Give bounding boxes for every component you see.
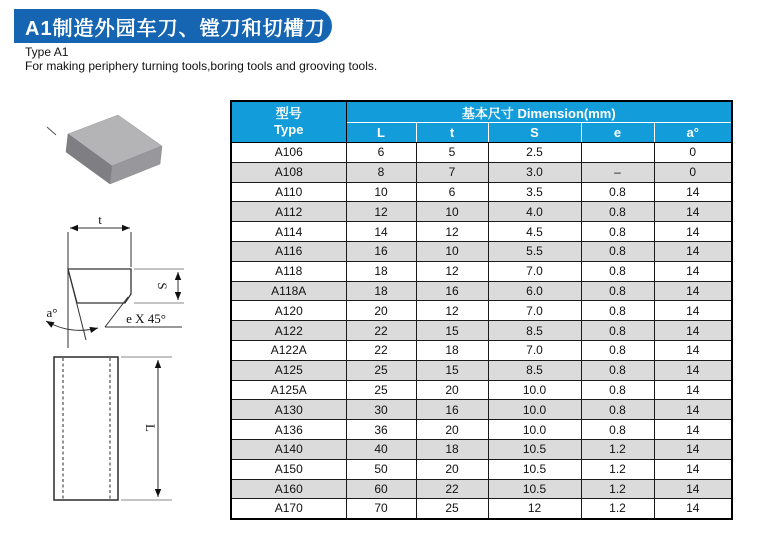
cell-L: 25 xyxy=(346,360,416,380)
cell-type: A112 xyxy=(231,202,346,222)
cell-L: 22 xyxy=(346,340,416,360)
dim-label-l: L xyxy=(143,424,158,432)
cell-type: A108 xyxy=(231,162,346,182)
cell-e: 0.8 xyxy=(581,222,654,242)
cell-L: 22 xyxy=(346,321,416,341)
cell-t: 12 xyxy=(416,261,488,281)
cell-e: 1.2 xyxy=(581,499,654,519)
table-row xyxy=(231,380,732,400)
cell-S: 7.0 xyxy=(488,301,581,321)
cell-type: A122 xyxy=(231,321,346,341)
cell-t: 12 xyxy=(416,301,488,321)
cell-a: 14 xyxy=(654,340,732,360)
table-row xyxy=(231,261,732,281)
cell-L: 18 xyxy=(346,261,416,281)
section-title-bar xyxy=(14,9,332,43)
cell-S: 10.5 xyxy=(488,479,581,499)
cell-type: A140 xyxy=(231,439,346,459)
cell-a: 14 xyxy=(654,301,732,321)
table-row xyxy=(231,499,732,519)
cell-type: A136 xyxy=(231,420,346,440)
cell-type: A170 xyxy=(231,499,346,519)
cell-a: 14 xyxy=(654,182,732,202)
cell-S: 10.5 xyxy=(488,459,581,479)
cell-e: 0.8 xyxy=(581,321,654,341)
cell-L: 36 xyxy=(346,420,416,440)
cell-S: 8.5 xyxy=(488,360,581,380)
cell-L: 18 xyxy=(346,281,416,301)
cell-type: A118A xyxy=(231,281,346,301)
cell-e: 0.8 xyxy=(581,380,654,400)
cell-a: 14 xyxy=(654,439,732,459)
cell-L: 6 xyxy=(346,143,416,163)
cell-t: 18 xyxy=(416,439,488,459)
cell-t: 20 xyxy=(416,420,488,440)
cell-e: 0.8 xyxy=(581,400,654,420)
cell-S: 7.0 xyxy=(488,340,581,360)
cell-t: 16 xyxy=(416,400,488,420)
cell-type: A160 xyxy=(231,479,346,499)
cell-type: A118 xyxy=(231,261,346,281)
cell-t: 6 xyxy=(416,182,488,202)
cell-e: 0.8 xyxy=(581,241,654,261)
cell-e: 0.8 xyxy=(581,420,654,440)
cell-S: 4.0 xyxy=(488,202,581,222)
table-row xyxy=(231,222,732,242)
cell-a: 14 xyxy=(654,459,732,479)
section-title: A1制造外园车刀、镗刀和切槽刀 xyxy=(25,17,326,40)
chamfer-label: e X 45° xyxy=(126,311,166,326)
cell-e: – xyxy=(581,162,654,182)
cell-S: 6.0 xyxy=(488,281,581,301)
cell-t: 20 xyxy=(416,459,488,479)
cell-a: 14 xyxy=(654,479,732,499)
cell-S: 4.5 xyxy=(488,222,581,242)
cell-S: 8.5 xyxy=(488,321,581,341)
cell-a: 14 xyxy=(654,222,732,242)
cell-S: 2.5 xyxy=(488,143,581,163)
table-row xyxy=(231,241,732,261)
cell-L: 30 xyxy=(346,400,416,420)
cell-type: A125A xyxy=(231,380,346,400)
table-row xyxy=(231,162,732,182)
cell-L: 70 xyxy=(346,499,416,519)
table-row xyxy=(231,479,732,499)
header-col-a: a° xyxy=(654,123,732,143)
cell-S: 5.5 xyxy=(488,241,581,261)
table-row xyxy=(231,202,732,222)
table-row xyxy=(231,400,732,420)
cell-a: 0 xyxy=(654,162,732,182)
cell-S: 10.0 xyxy=(488,400,581,420)
cell-type: A114 xyxy=(231,222,346,242)
cell-a: 14 xyxy=(654,360,732,380)
cell-e xyxy=(581,143,654,163)
cell-L: 40 xyxy=(346,439,416,459)
cell-a: 14 xyxy=(654,380,732,400)
technical-drawings xyxy=(0,95,230,543)
dim-label-t: t xyxy=(98,212,102,227)
cell-a: 14 xyxy=(654,281,732,301)
angle-label: a° xyxy=(46,305,58,320)
table-row xyxy=(231,143,732,163)
cell-type: A130 xyxy=(231,400,346,420)
cell-S: 7.0 xyxy=(488,261,581,281)
cell-a: 0 xyxy=(654,143,732,163)
cell-L: 50 xyxy=(346,459,416,479)
table-row xyxy=(231,281,732,301)
cell-a: 14 xyxy=(654,321,732,341)
cell-a: 14 xyxy=(654,261,732,281)
header-type-en: Type xyxy=(274,122,304,137)
cell-t: 20 xyxy=(416,380,488,400)
cell-t: 18 xyxy=(416,340,488,360)
cell-type: A106 xyxy=(231,143,346,163)
dimension-table xyxy=(230,100,733,520)
cell-t: 10 xyxy=(416,241,488,261)
cell-t: 15 xyxy=(416,360,488,380)
table-header-row-1 xyxy=(231,101,732,123)
cell-type: A122A xyxy=(231,340,346,360)
cell-t: 25 xyxy=(416,499,488,519)
cell-e: 0.8 xyxy=(581,202,654,222)
cell-a: 14 xyxy=(654,420,732,440)
cell-a: 14 xyxy=(654,241,732,261)
table-row xyxy=(231,439,732,459)
cell-S: 3.0 xyxy=(488,162,581,182)
cell-type: A110 xyxy=(231,182,346,202)
cell-type: A150 xyxy=(231,459,346,479)
header-col-S: S xyxy=(488,123,581,143)
cell-L: 8 xyxy=(346,162,416,182)
cell-e: 1.2 xyxy=(581,439,654,459)
table-row xyxy=(231,301,732,321)
cell-L: 10 xyxy=(346,182,416,202)
cell-t: 7 xyxy=(416,162,488,182)
tip-3d-view xyxy=(47,115,162,184)
cell-e: 1.2 xyxy=(581,479,654,499)
table-row xyxy=(231,360,732,380)
cell-L: 20 xyxy=(346,301,416,321)
cell-S: 12 xyxy=(488,499,581,519)
cell-L: 25 xyxy=(346,380,416,400)
cell-S: 10.0 xyxy=(488,380,581,400)
header-type xyxy=(231,101,346,143)
cell-L: 60 xyxy=(346,479,416,499)
cell-t: 5 xyxy=(416,143,488,163)
table-row xyxy=(231,459,732,479)
cell-a: 14 xyxy=(654,400,732,420)
type-label: Type A1 xyxy=(25,45,69,59)
header-col-e: e xyxy=(581,123,654,143)
header-col-t: t xyxy=(416,123,488,143)
cell-e: 0.8 xyxy=(581,301,654,321)
cell-S: 10.0 xyxy=(488,420,581,440)
cell-t: 15 xyxy=(416,321,488,341)
cell-type: A120 xyxy=(231,301,346,321)
cell-S: 10.5 xyxy=(488,439,581,459)
cell-e: 0.8 xyxy=(581,261,654,281)
cell-L: 12 xyxy=(346,202,416,222)
header-type-cn: 型号 xyxy=(275,106,302,122)
table-row xyxy=(231,340,732,360)
header-col-L: L xyxy=(346,123,416,143)
description-text: For making periphery turning tools,boring tools and grooving tools. xyxy=(25,59,378,73)
cell-e: 1.2 xyxy=(581,459,654,479)
cell-t: 10 xyxy=(416,202,488,222)
cell-e: 0.8 xyxy=(581,281,654,301)
cell-a: 14 xyxy=(654,202,732,222)
cell-e: 0.8 xyxy=(581,340,654,360)
cell-L: 14 xyxy=(346,222,416,242)
table-row xyxy=(231,321,732,341)
cell-t: 16 xyxy=(416,281,488,301)
cell-a: 14 xyxy=(654,499,732,519)
dim-label-s: S xyxy=(155,282,170,290)
table-row xyxy=(231,182,732,202)
cell-e: 0.8 xyxy=(581,360,654,380)
cell-type: A116 xyxy=(231,241,346,261)
cell-S: 3.5 xyxy=(488,182,581,202)
cell-t: 22 xyxy=(416,479,488,499)
header-dimension: 基本尺寸 Dimension(mm) xyxy=(346,101,732,123)
cell-e: 0.8 xyxy=(581,182,654,202)
cell-L: 16 xyxy=(346,241,416,261)
cell-type: A125 xyxy=(231,360,346,380)
cell-t: 12 xyxy=(416,222,488,242)
table-row xyxy=(231,420,732,440)
